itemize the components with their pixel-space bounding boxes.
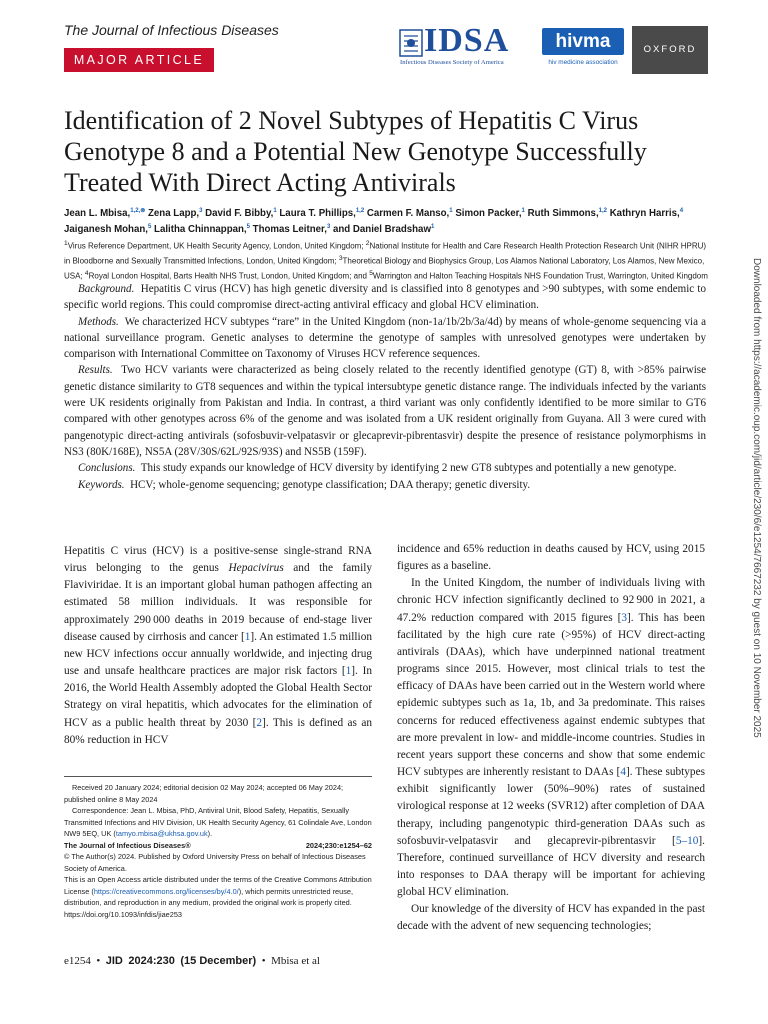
author-affiliation-marker: 1,2	[598, 208, 607, 214]
author-name: and Daniel Bradshaw	[333, 223, 431, 235]
reference-link-4[interactable]: 4	[620, 766, 626, 779]
reference-link-2[interactable]: 2	[256, 716, 263, 729]
author-affiliation-marker: 1,2,⊗	[130, 208, 146, 214]
author-name: Laura T. Phillips,	[279, 208, 356, 220]
abstract-results-label: Results.	[78, 364, 113, 377]
genus-name: Hepacivirus	[228, 562, 284, 575]
oxford-logo[interactable]: OXFORD	[632, 26, 708, 74]
doi[interactable]: https://doi.org/10.1093/infdis/jiae253	[64, 909, 182, 919]
affiliation-number: 3	[338, 255, 343, 263]
body-paragraph: incidence and 65% reduction in deaths caused by HCV, using 2015 figures as a baseline.	[397, 543, 705, 573]
article-title: Identification of 2 Novel Subtypes of Hepatitis C Virus Genotype 8 and a Potential New Genotype Successfully Treated With Direct Acting Antivirals	[64, 106, 647, 197]
journal-name: The Journal of Infectious Diseases	[64, 22, 279, 38]
author-affiliation-marker: 1	[430, 223, 435, 230]
reference-link-1[interactable]: 1	[345, 665, 352, 678]
affiliation-text: Virus Reference Department, UK Health Security Agency, London, United Kingdom;	[67, 241, 366, 251]
affiliation-text: Royal London Hospital, Barts Health NHS Trust, London, United Kingdom; and	[88, 271, 370, 281]
affiliation-number: 2	[365, 240, 370, 247]
journal-abbr: JID	[105, 955, 123, 967]
reference-link-1[interactable]: 1	[244, 630, 251, 643]
author-name: Jaiganesh Mohan,	[64, 223, 148, 235]
article-type-banner: MAJOR ARTICLE	[64, 48, 214, 72]
affiliation-text: National Institute for Health and Care Research Health Protection Research Unit (NIHR HPRU) in Bloodborne and Sexually Transmitted Infections, London, United Kingdom;	[64, 241, 707, 266]
footnote-divider	[64, 776, 372, 777]
author-affiliation-marker: 1,2	[355, 208, 365, 214]
abstract-conclusions-label: Conclusions.	[78, 462, 136, 475]
author-name: Ruth Simmons,	[527, 208, 599, 220]
author-name: Simon Packer,	[455, 208, 522, 220]
body-paragraph: Our knowledge of the diversity of HCV has expanded in the past decade with the advent of new sequencing technologies;	[397, 903, 705, 933]
author-list	[64, 205, 712, 236]
author-affiliation-marker: 1	[273, 208, 277, 214]
body-column-right	[397, 541, 705, 936]
author-affiliation-marker: 1	[521, 208, 525, 214]
affiliation-number: 1	[64, 240, 68, 247]
abstract-methods: Methods. We characterized HCV subtypes “rare” in the United Kingdom (non-1a/1b/2b/3a/4d) by means of whole-genome sequencing via a national surveillance program. Genetic analyses to determine the genotype of samples with unresolved genotypes were undertaken by comparison with International Committee on Taxonomy of Viruses HCV reference sequences.	[64, 315, 706, 361]
author-affiliation-marker: 3	[199, 208, 203, 214]
abstract-background-label: Background.	[78, 283, 135, 295]
abstract-methods-label: Methods.	[78, 315, 119, 328]
affiliation-number: 5	[369, 270, 373, 278]
journal-citation: The Journal of Infectious Diseases® 2024;230:e1254–62	[64, 840, 372, 850]
author-affiliation-marker: 5	[147, 223, 152, 230]
body-paragraph: In the United Kingdom, the number of individuals living with chronic HCV infection significantly declined to 92 900 in 2021, a 47.2% reduction compared with 2015 figures [3]. This has been facilitated by the high cure rate (>95%) of HCV direct-acting antivirals (DAAs), which have underpinned national treatment programs since 2015. However, most clinical trials to test the efficacy of DAAs have been carried out in the Western world where epidemic subtypes such as 1a, 1b, and 3a predominate. This raises concerns for reduced effectiveness against endemic subtypes that are more prevalent in low- and middle-income countries. Studies in recent years support these concerns and show that some endemic HCV subtypes are inherently resistant to DAAs [4]. These subtypes exhibit significantly lower (50%–90%) rates of sustained virological response at 12 weeks (SVR12) after completion of DAA therapy, including pangenotypic third-generation DAAs such as sofosbuvir-velpatasvir and glecaprevir-pibrentasvir [5–10]. Therefore, continued surveillance of HCV diversity and research into responses to DAA therapy will be important for achieving global HCV elimination.	[397, 577, 705, 899]
issue-date: (15 December)	[180, 955, 257, 967]
author-affiliation-marker: 1	[449, 208, 453, 214]
correspondence: Correspondence: Jean L. Mbisa, PhD, Antiviral Unit, Blood Safety, Hepatitis, Sexually Transmitted Infections and HIV Division, UK Health Security Agency, 61 Colindale Ave, London NW9 5EQ, UK (tamyo.mbisa@ukhsa.gov.uk).	[64, 806, 372, 838]
author-name: Zena Lapp,	[147, 208, 200, 220]
download-stamp-text: Downloaded from https://academic.oup.com/jid/article/230/6/e1254/7667232 by guest on 10 November 2025	[751, 258, 762, 738]
idsa-logo[interactable]	[398, 22, 534, 72]
affiliations	[64, 238, 712, 283]
license: This is an Open Access article distributed under the terms of the Creative Commons Attribution License (https://creativecommons.org/licenses/by/4.0/), which permits unrestricted reuse, distribution, and reproduction in any medium, provided the original work is properly cited.	[64, 875, 372, 907]
affiliation-text: Warrington and Halton Teaching Hospitals NHS Foundation Trust, Warrington, United Kingdom	[372, 271, 708, 281]
author-name: Carmen F. Manso,	[366, 208, 450, 220]
reference-link-5-10[interactable]: 5–10	[675, 834, 699, 847]
correspondence-email-link[interactable]: tamyo.mbisa@ukhsa.gov.uk	[115, 829, 208, 838]
license-link[interactable]: https://creativecommons.org/licenses/by/4.0/	[93, 886, 239, 896]
hivma-logo-text: hivma	[542, 28, 624, 55]
idsa-emblem-icon	[398, 28, 424, 58]
copyright: © The Author(s) 2024. Published by Oxford University Press on behalf of Infectious Diseases Society of America.	[64, 852, 366, 873]
abstract-keywords-label: Keywords.	[78, 478, 125, 491]
volume: 2024:230	[128, 955, 175, 967]
abstract-background: Background. Hepatitis C virus (HCV) has high genetic diversity and is classified into 8 genotypes and >90 subtypes, with some endemic to specific world regions. This could compromise direct-acting antiviral efficacy and global HCV elimination.	[64, 283, 706, 312]
affiliation-text: Theoretical Biology and Biophysics Group, Los Alamos National Laboratory, Los Alamos, New Mexico, USA;	[64, 256, 705, 281]
author-affiliation-marker: 5	[246, 223, 250, 230]
abstract-keywords: Keywords. HCV; whole-genome sequencing; genotype classification; DAA therapy; genetic diversity.	[78, 478, 531, 491]
body-column-left	[64, 543, 372, 749]
page-footer: e1254 • JID 2024:230 (15 December) • Mbisa et al	[64, 955, 320, 967]
author-name: Thomas Leitner,	[252, 223, 327, 235]
reference-link-3[interactable]: 3	[621, 611, 628, 624]
author-name: Jean L. Mbisa,	[64, 208, 131, 220]
abstract-results: Results. Two HCV variants were characterized as being closely related to the recently identified genotype (GT) 8, with >85% pairwise genetic distance similarity to GT8 sequences and within the typical intersubtype genetic distance range. The individuals infected by the variants were UK residents originally from Pakistan and India. In contrast, a third variant was only confidently identified to be more similar to GT6 compared with other genotypes across 6% of the genome and was isolated from a UK resident originally from Guyana. All 3 were cured with pangenotypic direct-acting antivirals (sofosbuvir-velpatasvir or glecaprevir-pibrentasvir) despite the presence of resistance polymorphisms in NS3 (80K/168E), NS5A (28V/30S/62L/92S/93S) and NS5B (159F).	[64, 364, 707, 458]
author-name: David F. Bibby,	[205, 208, 274, 220]
hivma-logo[interactable]	[542, 26, 624, 72]
idsa-logo-subtitle: Infectious Diseases Society of America	[400, 59, 504, 66]
idsa-logo-text: IDSA	[424, 22, 510, 59]
download-stamp	[750, 258, 762, 768]
author-affiliation-marker: 3	[326, 223, 331, 230]
author-name: Kathryn Harris,	[609, 208, 680, 220]
article-footnote	[64, 782, 372, 920]
affiliation-number: 4	[84, 270, 89, 278]
author-name: Lalitha Chinnappan,	[154, 223, 247, 235]
hivma-logo-subtitle: hiv medicine association	[548, 59, 618, 66]
body-paragraph: Hepatitis C virus (HCV) is a positive-sense single-strand RNA virus belonging to the genus Hepacivirus and the family Flaviviridae. It is an important global human pathogen affecting an estimated 58 million individuals. It was responsible for approximately 290 000 deaths in 2019 because of end-stage liver disease caused by cirrhosis and cancer [1]. An estimated 1.5 million new HCV infections occur annually worldwide, and injecting drug use and unsafe healthcare practices are major risk factors [1]. In 2016, the World Health Assembly adopted the Global Health Sector Strategy on viral hepatitis, which advocates for the elimination of HCV as a public health threat by 2030 [2]. This is defined as an 80% reduction in HCV	[64, 545, 373, 746]
page-number: e1254	[64, 955, 91, 967]
abstract	[64, 281, 706, 493]
footer-authors: Mbisa et al	[271, 955, 320, 967]
author-affiliation-marker: 4	[679, 208, 684, 214]
abstract-conclusions: Conclusions. This study expands our knowledge of HCV diversity by identifying 2 new GT8 subtypes and potentially a new genotype.	[78, 462, 677, 475]
received-dates: Received 20 January 2024; editorial decision 02 May 2024; accepted 06 May 2024; published online 8 May 2024	[64, 783, 344, 804]
